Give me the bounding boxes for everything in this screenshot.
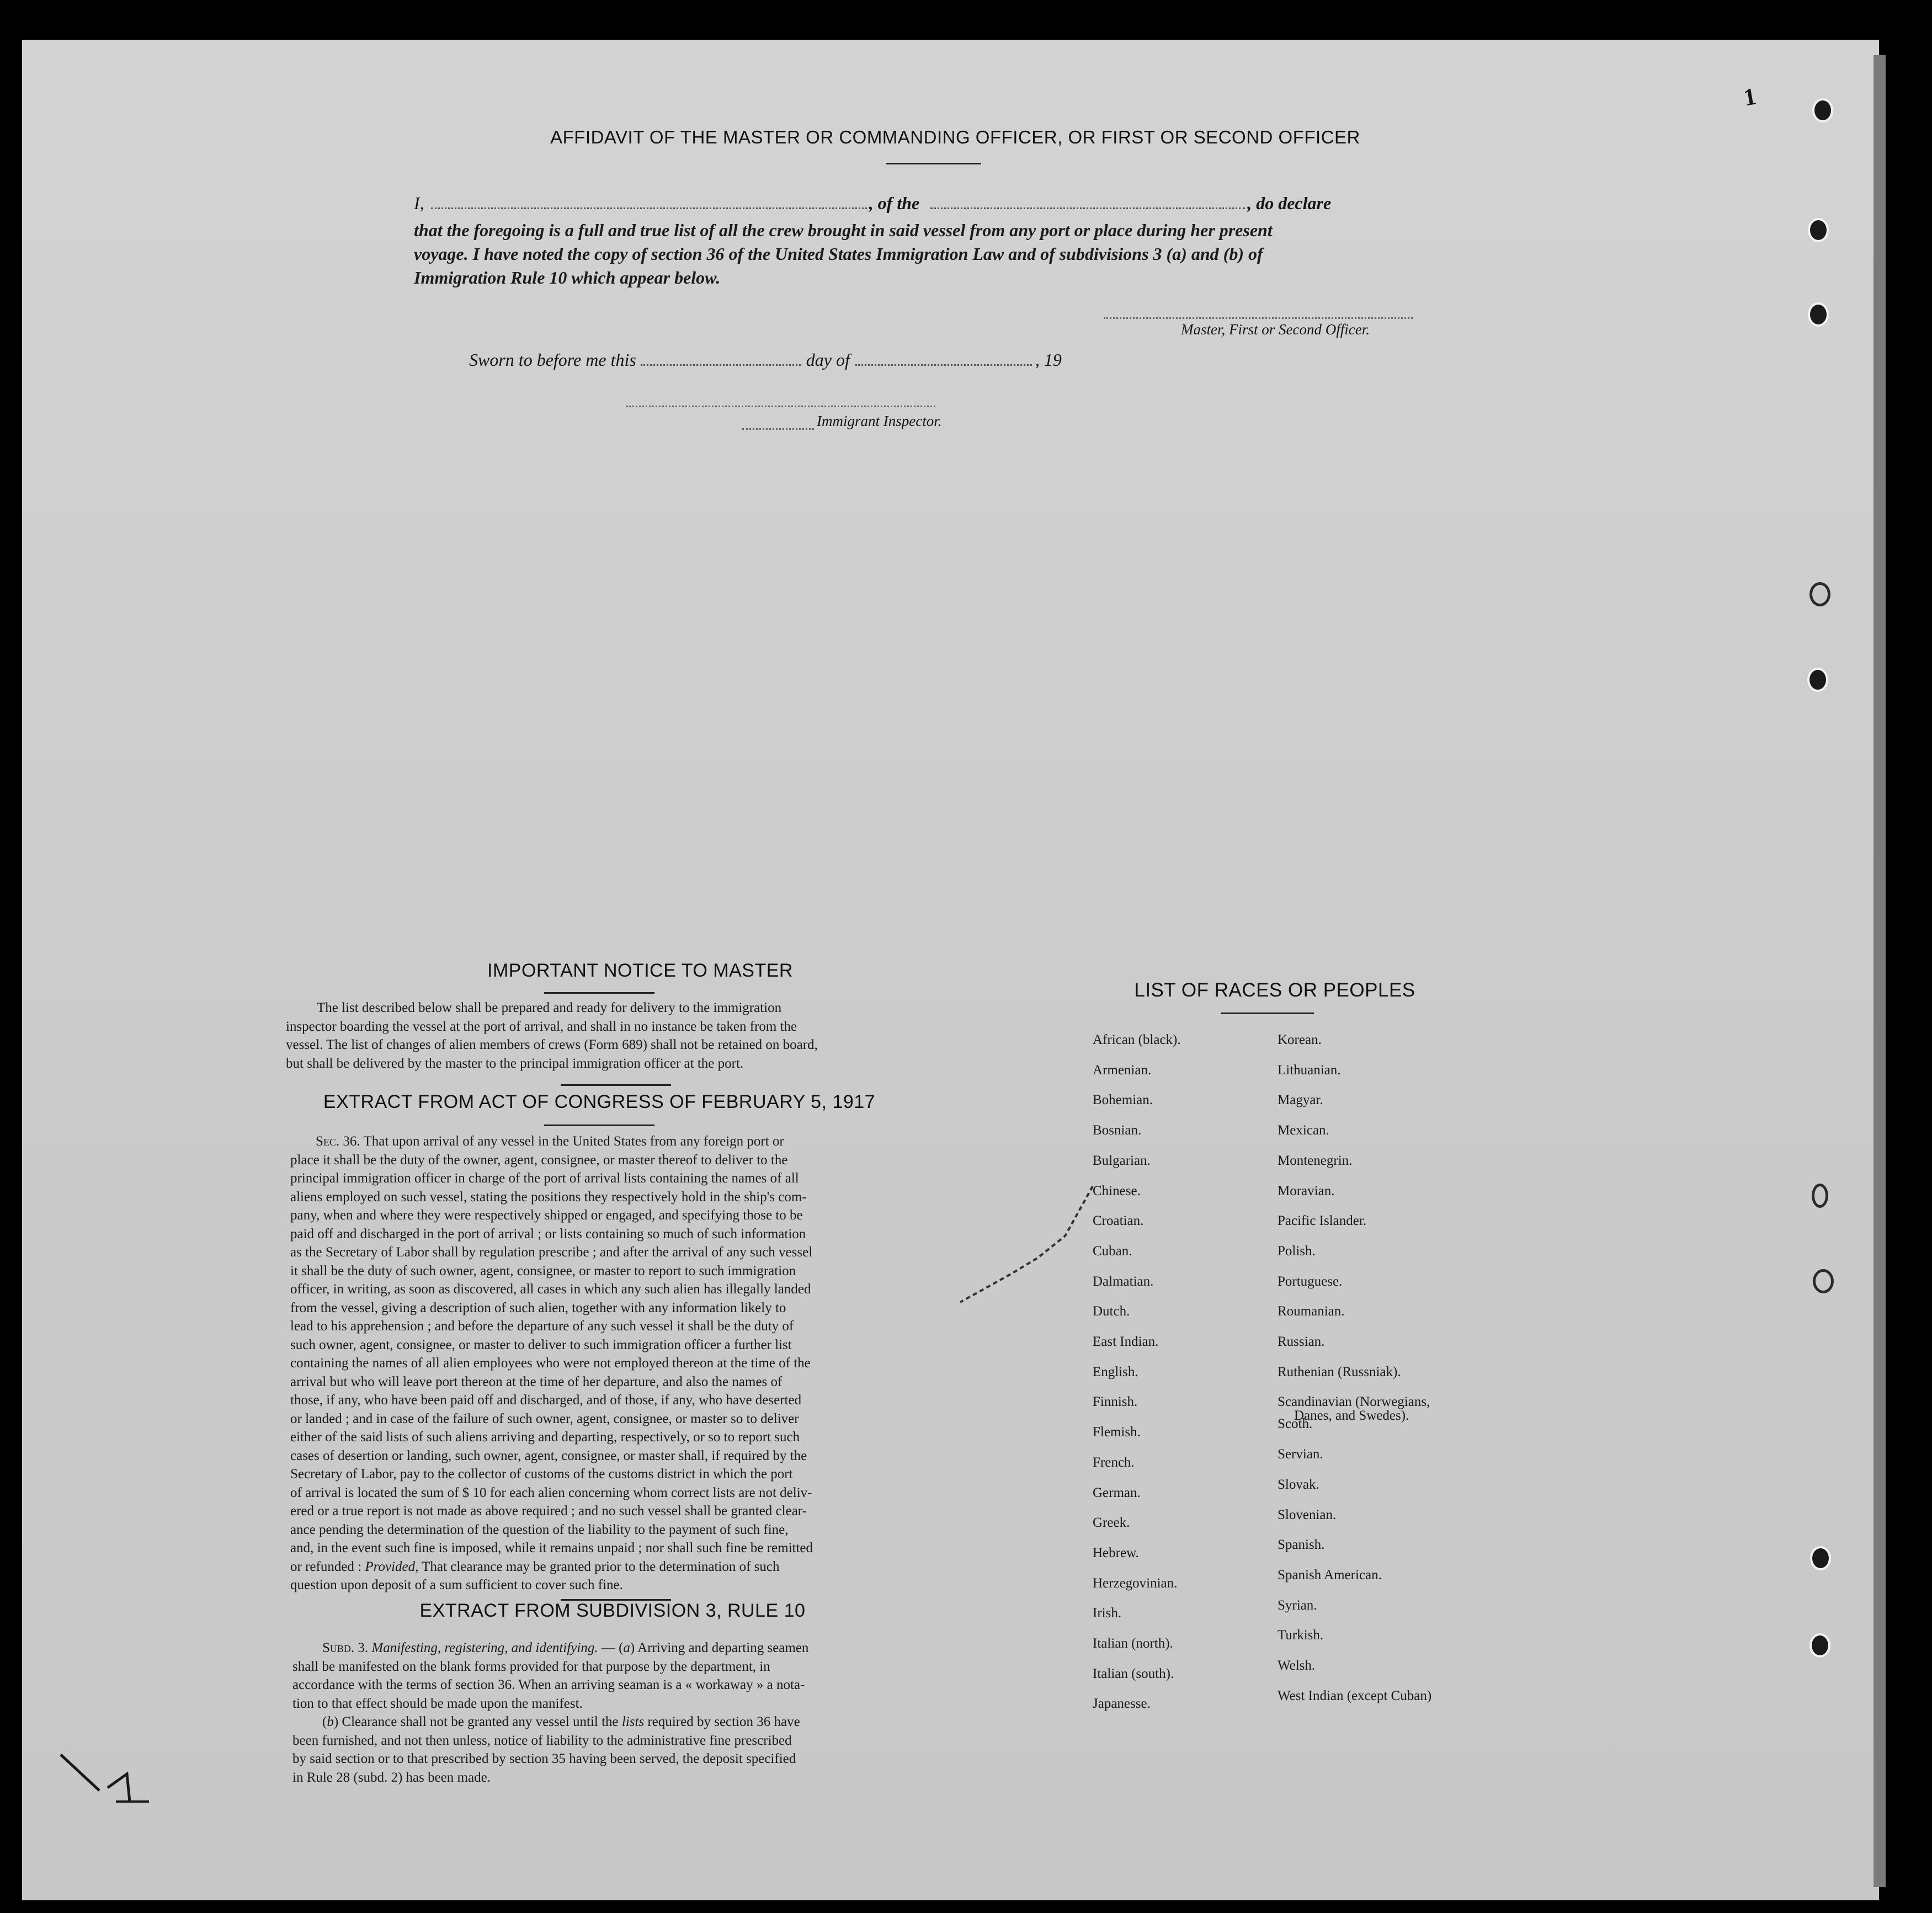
race-item: Scoth. [1278, 1416, 1313, 1432]
notice-text: The list described below shall be prepared and ready for delivery to the immigration inspector boarding the vessel at the port of arrival, and shall in no instance be taken from the vessel. The list of changes of alien members of crews (Form 689) shall not be retained on board, but shall be delivered by the master to the principal immigration officer at the port. [286, 1000, 818, 1071]
race-item: Spanish. [1278, 1537, 1325, 1553]
punch-hole [1812, 1184, 1828, 1208]
race-item: Dalmatian. [1093, 1273, 1154, 1289]
race-item-continuation: Danes, and Swedes). [1294, 1408, 1409, 1424]
punch-hole [1810, 1546, 1831, 1570]
race-item: Servian. [1278, 1447, 1323, 1462]
races-heading-rule [1221, 1013, 1314, 1014]
signature-label: Master, First or Second Officer. [1181, 321, 1370, 338]
race-item: Ruthenian (Russniak). [1278, 1364, 1401, 1379]
form-page [22, 40, 1879, 1900]
race-item: Chinese. [1093, 1183, 1141, 1198]
race-item: Spanish American. [1278, 1567, 1382, 1582]
race-item: West Indian (except Cuban) [1278, 1688, 1432, 1703]
race-item: Irish. [1093, 1606, 1122, 1621]
races-column-2 [1278, 1025, 1509, 1711]
act-heading: EXTRACT FROM ACT OF CONGRESS OF FEBRUARY 5, 1917 [323, 1091, 876, 1112]
race-item: Bohemian. [1093, 1093, 1153, 1108]
affidavit-heading-rule [886, 163, 981, 164]
signature-line [1104, 317, 1413, 319]
race-item: Russian. [1278, 1334, 1325, 1350]
handwritten-page-number: 1 [1741, 82, 1759, 111]
race-item: Magyar. [1278, 1093, 1323, 1108]
race-item: English. [1093, 1364, 1138, 1379]
race-item: Cuban. [1093, 1243, 1132, 1259]
inspector-line [626, 406, 935, 407]
race-item: Roumanian. [1278, 1304, 1345, 1319]
rule-heading: EXTRACT FROM SUBDIVISION 3, RULE 10 [419, 1600, 806, 1621]
subdivision-label: Subd. 3. [322, 1640, 369, 1655]
race-item: Armenian. [1093, 1062, 1152, 1078]
race-item: German. [1093, 1485, 1141, 1500]
race-item: Bulgarian. [1093, 1153, 1151, 1168]
race-item: French. [1093, 1454, 1135, 1470]
act-heading-rule [544, 1125, 654, 1126]
race-item: Korean. [1278, 1032, 1322, 1047]
pen-stroke-mark [927, 1170, 1109, 1313]
race-item: Croatian. [1093, 1213, 1144, 1229]
race-item: Slovak. [1278, 1477, 1319, 1492]
corner-check-mark [55, 1749, 166, 1810]
race-item: Italian (south). [1093, 1666, 1174, 1681]
race-item: Syrian. [1278, 1597, 1317, 1613]
inspector-subline [742, 428, 814, 430]
punch-hole [1808, 218, 1829, 242]
inspector-label: Immigrant Inspector. [817, 413, 942, 429]
notice-heading-rule [544, 992, 654, 994]
race-item: Greek. [1093, 1515, 1130, 1531]
races-heading: LIST OF RACES OR PEOPLES [1134, 979, 1415, 1001]
races-column-1 [1093, 1025, 1269, 1719]
race-item: Flemish. [1093, 1425, 1141, 1440]
act-text: Sec. 36. That upon arrival of any vessel in the United States from any foreign port or place it shall be the duty of the owner, agent, consignee, or master thereof to deliver to the principal immigration officer in charge of the port of arrival lists containing the names of all aliens employed on such vessel, stating the positions they respectively hold in the ship's com- pany, when and where they were respectively shipped or engaged, and specifying those to be paid off and discharged in the port of arrival ; or lists containing so much of such information as the Secretary of Labor shall by regulation prescribe ; and after the arrival of any such vessel it shall be the duty of such owner, agent, consignee, or master to report to such immigration officer, in writing, as soon as discovered, all cases in which any such alien has illegally landed from the vessel, giving a description of such alien, together with any information likely to lead to his apprehension ; and before the departure of any such vessel it shall be the duty of such owner, agent, consignee, or master to deliver to such immigration officer a further list containing the names of all alien employees who were not employed thereon at the time of the arrival but who will leave port thereon at the time of her departure, and also the names of those, if any, who have been paid off and discharged, and of those, if any, who have deserted or landed ; and in case of the failure of such owner, agent, consignee, or master so to deliver either of the said lists of such aliens arriving and departing, respectively, or so to report such cases of desertion or landing, such owner, agent, consignee, or master shall, if required by the Secretary of Labor, pay to the collector of customs of the customs district in which the port of arrival is located the sum of $ 10 for each alien concerning whom correct lists are not deliv- ered or a true report is not made as above required ; and no such vessel shall be granted clear- ance pending the determination of the question of the liability to the payment of such fine, and, in the event such fine is imposed, while it remains unpaid ; nor shall such fine be remitted or refunded : Provided, That clearance may be granted prior to the determination of such question upon deposit of a sum sufficient to cover such fine. [290, 1134, 813, 1592]
race-item: East Indian. [1093, 1334, 1159, 1350]
race-item: Finnish. [1093, 1394, 1138, 1410]
rule-text: Subd. 3. Manifesting, registering, and identifying. — (a) Arriving and departing seamen shall be manifested on the blank forms provided for that purpose by the department, in accordance with the terms of section 36. When an arriving seaman is a « workaway » a nota- tion to that effect should be made upon the manifest. (b) Clearance shall not be granted any vessel until the lists required by section 36 have been furnished, and not then unless, notice of liability to the administrative fine prescribed by said section or to that prescribed by section 35 having been served, the deposit specified in Rule 28 (subd. 2) has been made. [292, 1640, 809, 1785]
punch-hole [1813, 1269, 1834, 1293]
race-item: Welsh. [1278, 1658, 1316, 1674]
race-item: Mexican. [1278, 1123, 1329, 1138]
race-item: Herzegovinian. [1093, 1575, 1178, 1591]
race-item: Dutch. [1093, 1304, 1130, 1319]
section-label: Sec. 36. [316, 1134, 360, 1149]
race-item: Scandinavian (Norwegians, Danes, and Swedes). [1278, 1394, 1430, 1424]
punch-hole [1812, 98, 1833, 122]
punch-hole [1807, 668, 1828, 692]
race-item: Portuguese. [1278, 1273, 1343, 1289]
page-edge [1874, 55, 1886, 1887]
race-item: Moravian. [1278, 1183, 1335, 1198]
race-item: Japanesse. [1093, 1696, 1151, 1712]
race-item: Montenegrin. [1278, 1153, 1353, 1168]
race-item: Italian (north). [1093, 1636, 1173, 1651]
sworn-line: Sworn to before me this day of , 19 [469, 350, 1062, 370]
affidavit-body: that the foregoing is a full and true list of all the crew brought in said vessel from any port or place during her present voyage. I have noted the copy of section 36 of the United States Immigration Law and of subdivisions 3 (a) and (b) of Immigration Rule 10 which appear below. [414, 220, 1273, 287]
race-item: Bosnian. [1093, 1123, 1142, 1138]
affidavit-heading: AFFIDAVIT OF THE MASTER OR COMMANDING OFFICER, OR FIRST OR SECOND OFFICER [550, 127, 1360, 147]
race-item: Slovenian. [1278, 1507, 1337, 1522]
affidavit-line-1: I, , of the , do declare [414, 193, 1332, 213]
race-item: Lithuanian. [1278, 1062, 1341, 1078]
race-item: African (black). [1093, 1032, 1181, 1047]
race-item: Pacific Islander. [1278, 1213, 1367, 1229]
race-item: Turkish. [1278, 1628, 1324, 1643]
race-item: Polish. [1278, 1243, 1316, 1259]
punch-hole [1808, 302, 1829, 327]
notice-end-rule [561, 1084, 671, 1086]
punch-hole [1809, 1633, 1830, 1658]
notice-heading: IMPORTANT NOTICE TO MASTER [487, 960, 793, 981]
punch-hole [1809, 582, 1830, 606]
race-item: Hebrew. [1093, 1545, 1139, 1560]
